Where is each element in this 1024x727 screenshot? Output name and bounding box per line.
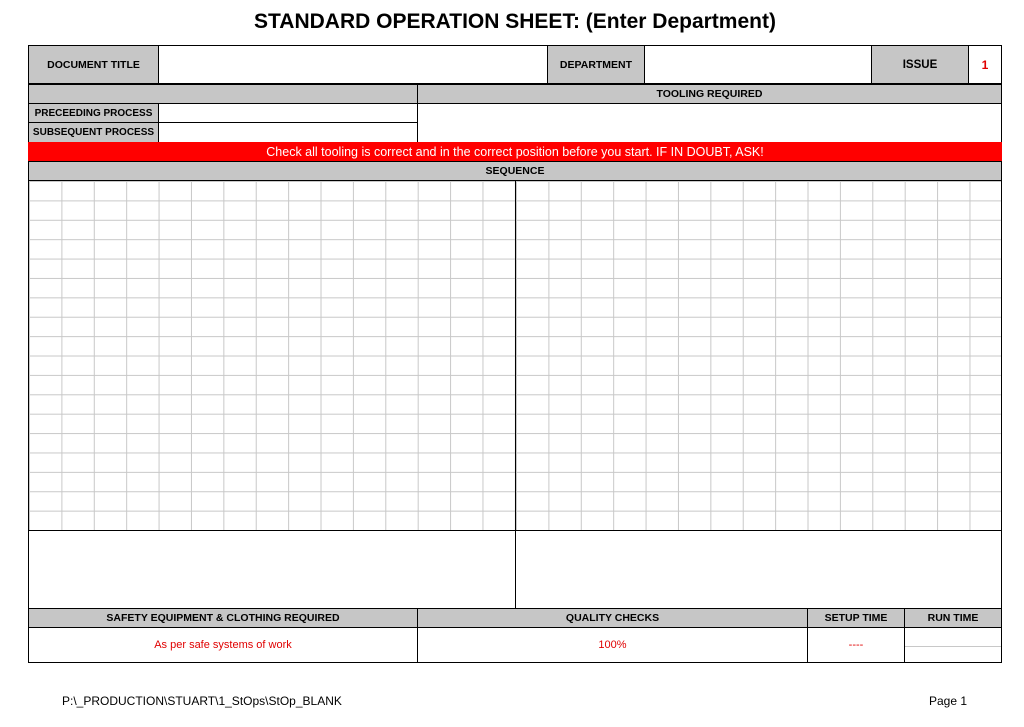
run-time-label: RUN TIME [904, 608, 1002, 628]
blank-header-strip [28, 84, 418, 104]
warning-banner: Check all tooling is correct and in the correct position before you start. IF IN DOUBT, ASK! [28, 142, 1002, 162]
document-title-field[interactable] [158, 45, 548, 84]
tooling-required-field[interactable] [417, 103, 1002, 143]
preceding-process-field[interactable] [158, 103, 418, 123]
subsequent-process-field[interactable] [158, 122, 418, 143]
setup-time-field[interactable]: ---- [807, 627, 905, 663]
sequence-label: SEQUENCE [28, 161, 1002, 181]
setup-time-label: SETUP TIME [807, 608, 905, 628]
preceding-process-label: PRECEEDING PROCESS [28, 103, 159, 123]
sequence-notes-right[interactable] [515, 530, 1002, 609]
issue-label: ISSUE [871, 45, 969, 84]
page-number: Page 1 [929, 694, 968, 708]
safety-equipment-field[interactable]: As per safe systems of work [28, 627, 418, 663]
run-time-divider [905, 646, 1001, 647]
sequence-grid-right[interactable] [515, 180, 1002, 531]
quality-checks-label: QUALITY CHECKS [417, 608, 808, 628]
safety-equipment-label: SAFETY EQUIPMENT & CLOTHING REQUIRED [28, 608, 418, 628]
issue-field[interactable]: 1 [968, 45, 1002, 84]
subsequent-process-label: SUBSEQUENT PROCESS [28, 122, 159, 143]
file-path: P:\_PRODUCTION\STUART\1_StOps\StOp_BLANK [62, 694, 342, 708]
document-title-label: DOCUMENT TITLE [28, 45, 159, 84]
run-time-field[interactable] [904, 627, 1002, 663]
department-field[interactable] [644, 45, 872, 84]
sequence-grid-left[interactable] [28, 180, 516, 531]
department-label: DEPARTMENT [547, 45, 645, 84]
tooling-required-label: TOOLING REQUIRED [417, 84, 1002, 104]
sequence-notes-left[interactable] [28, 530, 516, 609]
quality-checks-field[interactable]: 100% [417, 627, 808, 663]
sheet-title: STANDARD OPERATION SHEET: (Enter Department) [254, 10, 776, 33]
